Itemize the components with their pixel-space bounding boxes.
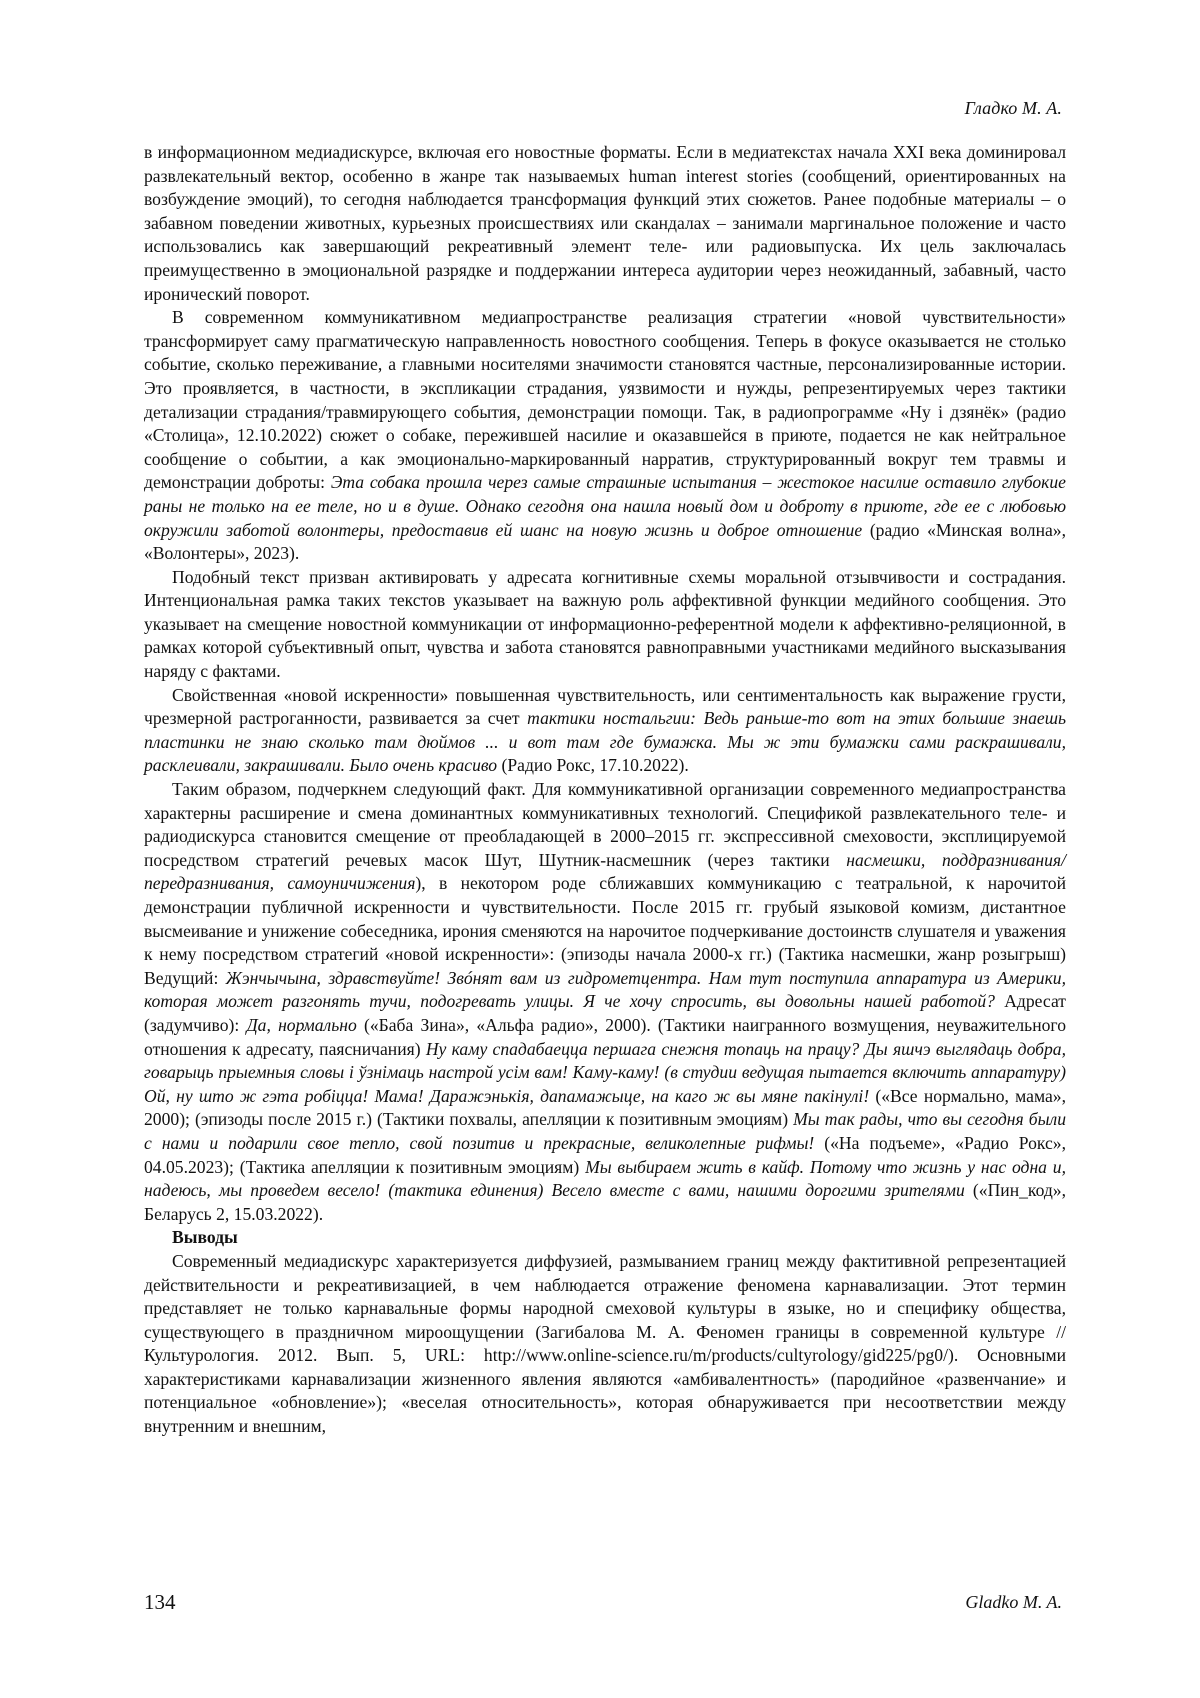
paragraph-affective-function: Подобный текст призван активировать у адресата когнитивные схемы моральной отзывчивости и сострадания. Интенциональная рамка таких текстов указывает на важную роль аффективной функции медийного сообщения. Это указывает на смещение новостной коммуникации от информационно-референтной модели к аффективно-реляционной, в рамках которой субъективный опыт, чувства и забота становятся равноправными участниками медийного высказывания наряду с фактами.: [144, 566, 1066, 682]
quoted-example: Эта собака прошла через самые страшные испытания – жестокое насилие оставило глубокие раны не только на ее теле, но и в душе. Однако сегодня она нашла новый дом и доброту в приюте, где ее с любовью окружили заботой волонтеры, предоставив ей шанс на новую жизнь и доброе отношение: [144, 472, 1066, 540]
paragraph-text: Свойственная «новой искренности» повышенная чувствительность, или сентиментальность как выражение грусти, чрезмерной растроганности, развивается за счет: [144, 684, 1066, 729]
quoted-example: тактики ностальгии: Ведь раньше-то вот на этих большие знаешь пластинки не знаю сколько там дюймов ... и вот там где бумажка. Мы ж эти бумажки сами раскрашивали, расклеивали, закрашивали. Было очень красиво: [144, 708, 1066, 776]
section-heading-conclusions: Выводы: [172, 1227, 238, 1248]
quoted-example: Жэнчычына, здравствуйте! Звóнят вам из гидрометцентра. Нам тут поступила аппаратура из Америки, которая может разгонять тучи, подогревать улицы. Я че хочу спросить, вы довольны нашей работой?: [144, 967, 1066, 1012]
paragraph-text: Таким образом, подчеркнем следующий факт. Для коммуникативной организации современного медиапространства характерны расширение и смена доминантных коммуникативных технологий. Спецификой развлекательного теле- и радиодискурса становится смещение от преобладающей в 2000–2015 гг. экспрессивной смеховости, эксплицируемой посредством стратегий речевых масок Шут, Шутник-насмешник (через тактики: [144, 779, 1066, 870]
paragraph-text: ), в некотором роде сближавших коммуникацию с театральной, к нарочитой демонстрации публичной искренности и чувствительности. После 2015 гг. грубый языковой комизм, дистантное высмеивание и унижение собеседника, ирония сменяются на нарочитое подчеркивание достоинств слушателя и уважения к нему посредством стратегий «новой искренности»: (эпизоды начала 2000-х гг.) (Тактика насмешки, жанр розыгрыш) Ведущий:: [144, 873, 1066, 988]
paragraph-text: («Баба Зина», «Альфа радио», 2000). (Тактики наигранного возмущения, неуважительного отношения к адресату, паясничания): [144, 1014, 1066, 1059]
paragraph-continuation: в информационном медиадискурсе, включая его новостные форматы. Если в медиатекстах начала XXI века доминировал развлекательный вектор, особенно в жанре так называемых human interest stories (сообщений, ориентированных на возбуждение эмоций), то сегодня наблюдается трансформация функций этих сюжетов. Ранее подобные материалы – о забавном поведении животных, курьезных происшествиях или скандалах – занимали маргинальное положение и часто использовались как завершающий рекреативный элемент теле- или радиовыпуска. Их цель заключалась преимущественно в эмоциональной разрядке и поддержании интереса аудитории через неожиданный, забавный, часто иронический поворот.: [144, 142, 1066, 304]
paragraph-text: («На подъеме», «Радио Рокс», 04.05.2023); (Тактика апелляции к позитивным эмоциям): [144, 1132, 1066, 1177]
citation: (радио «Минская волна», «Волонтеры», 2023).: [144, 519, 1066, 564]
tactics-list: насмешки, поддразнивания/передразнивания, самоуничижения: [144, 849, 1066, 894]
footer-author: Gladko M. A.: [965, 1592, 1062, 1612]
paragraph-text: В современном коммуникативном медиапространстве реализация стратегии «новой чувствительности» трансформирует саму прагматическую направленность новостного сообщения. Теперь в фокусе оказывается не столько событие, сколько переживание, а главными носителями значимости становятся частные, персонализированные истории. Это проявляется, в частности, в экспликации страдания, уязвимости и нужды, репрезентируемых через тактики детализации страдания/травмирующего события, демонстрации помощи. Так, в радиопрограмме «Ну і дзянёк» (радио «Столица», 12.10.2022) сюжет о собаке, пережившей насилие и оказавшейся в приюте, подается не как нейтральное сообщение о событии, а как эмоционально-маркированный нарратив, структурированный вокруг тем травмы и демонстрации доброты:: [144, 307, 1066, 493]
page-number: 134: [144, 1590, 176, 1614]
quoted-example: Мы выбираем жить в кайф. Потому что жизнь у нас одна и, надеюсь, мы проведем весело! (тактика единения) Весело вместе с вами, нашими дорогими зрителями: [144, 1156, 1066, 1201]
quoted-example: Ну каму спадабаецца першага снежня топаць на працу? Ды яшчэ выглядаць добра, говарыць прыемныя словы і ўзнімаць настрой усім вам! Каму-каму! (в студии ведущая пытается включить аппаратуру) Ой, ну што ж гэта робіцца! Мама! Даражэнькія, дапамажыце, на каго ж вы мяне пакінулі!: [144, 1038, 1066, 1106]
paragraph-conclusions: Современный медиадискурс характеризуется диффузией, размыванием границ между фактитивной репрезентацией действительности и рекреативизацией, в чем наблюдается отражение феномена карнавализации. Этот термин представляет не только карнавальные формы народной смеховой культуры в языке, но и специфику общества, существующего в праздничном мироощущении (Загибалова М. А. Феномен границы в современной культуре // Культурология. 2012. Вып. 5, URL: http://www.online-science.ru/m/products/cultyrology/gid225/pg0/). Основными характеристиками карнавализации жизненного явления являются «амбивалентность» (пародийное «развенчание» и потенциальное «обновление»); «веселая относительность», которая обнаруживается при несоответствии между внутренним и внешним,: [144, 1250, 1066, 1437]
paragraph-communicative-shift: [144, 778, 1066, 1226]
citation: («Пин_код», Беларусь 2, 15.03.2022).: [144, 1180, 1066, 1224]
quoted-example: Да, нормально: [246, 1014, 357, 1035]
page-footer: [144, 1590, 1062, 1618]
paragraph-new-sensitivity: [144, 306, 1066, 566]
quoted-example: Мы так рады, что вы сегодня были с нами и подарили свое тепло, свой позитив и прекрасные, великолепные рифмы!: [144, 1109, 1066, 1153]
paragraph-sentimentality: [144, 684, 1066, 778]
paragraph-text: Адресат (задумчиво):: [144, 991, 1066, 1035]
running-head-author: Гладко М. А.: [964, 98, 1062, 118]
citation: (Радио Рокс, 17.10.2022).: [497, 755, 689, 776]
paragraph-text: («Все нормально, мама», 2000); (эпизоды после 2015 г.) (Тактики похвалы, апелляции к позитивным эмоциям): [144, 1085, 1066, 1130]
article-body: [144, 141, 1066, 1439]
